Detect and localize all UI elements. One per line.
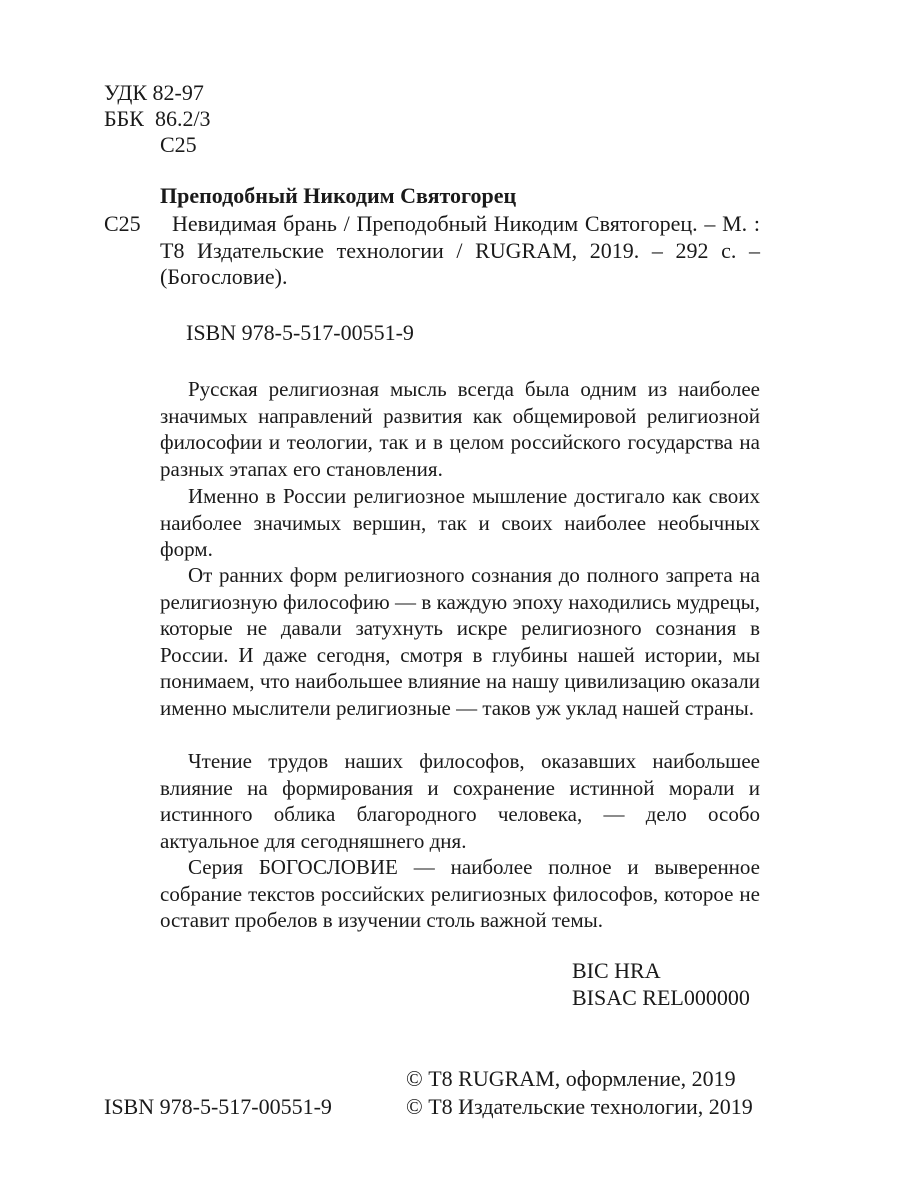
copyright-design: © Т8 RUGRAM, оформление, 2019 bbox=[406, 1066, 736, 1091]
record-mark: С25 bbox=[104, 211, 141, 236]
author-mark: С25 bbox=[160, 132, 197, 157]
bisac-code: BISAC REL000000 bbox=[572, 985, 750, 1010]
description-text: Невидимая брань / Преподобный Никодим Святогорец. – М. : Т8 Издательские технологии / RUGRAM, 2019. – 292 с. – (Богословие). bbox=[160, 211, 760, 289]
bic-code: BIC HRA bbox=[572, 958, 661, 983]
bbk-code: ББК 86.2/3 bbox=[104, 106, 211, 131]
bibliographic-description bbox=[160, 211, 760, 291]
annotation-paragraph: Именно в России религиозное мышление достигало как своих наиболее значимых вершин, так и своих наиболее необычных форм. bbox=[160, 484, 760, 561]
annotation-paragraph: Чтение трудов наших философов, оказавших наибольшее влияние на формирования и сохранение истинной морали и истинного облика благородного человека, — дело особо актуальное для сегодняшнего дня. bbox=[160, 749, 760, 853]
record-isbn: ISBN 978-5-517-00551-9 bbox=[186, 320, 414, 345]
annotation-paragraph: Серия БОГОСЛОВИЕ — наиболее полное и выверенное собрание текстов российских религиозных философов, которое не оставит пробелов в изучении столь важной темы. bbox=[160, 855, 760, 932]
udk-code: УДК 82-97 bbox=[104, 80, 204, 105]
footer-isbn: ISBN 978-5-517-00551-9 bbox=[104, 1094, 332, 1119]
annotation-paragraph: От ранних форм религиозного сознания до полного запрета на религиозную философию — в каждую эпоху находились мудрецы, которые не давали затухнуть искре религиозного сознания в России. И даже сегодня, смотря в глубины нашей истории, мы понимаем, что наибольшее влияние на нашу цивилизацию оказали именно мыслители религиозные — таков уж уклад нашей страны. bbox=[160, 563, 760, 720]
author-heading: Преподобный Никодим Святогорец bbox=[160, 183, 517, 208]
annotation-paragraph: Русская религиозная мысль всегда была одним из наиболее значимых направлений развития как общемировой религиозной философии и теологии, так и в целом российского государства на разных этапах его становления. bbox=[160, 377, 760, 481]
copyright-publisher: © Т8 Издательские технологии, 2019 bbox=[406, 1094, 753, 1119]
